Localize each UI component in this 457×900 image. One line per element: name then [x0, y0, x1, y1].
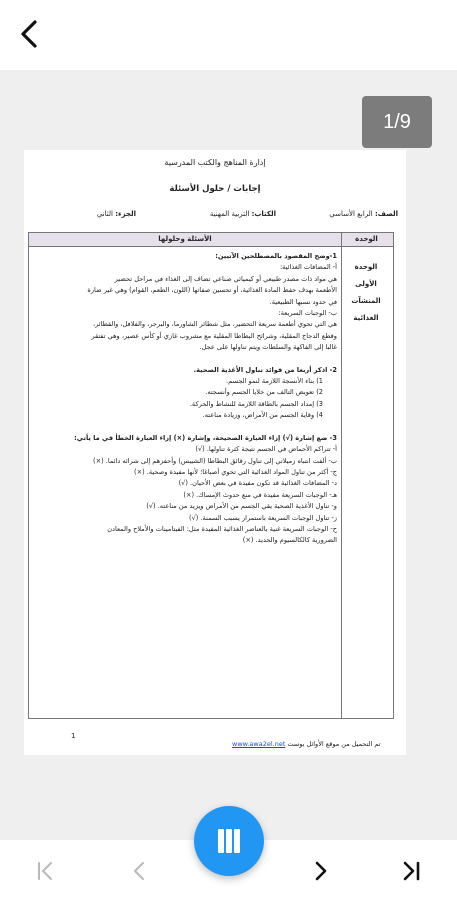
- meta-book: [210, 210, 276, 218]
- document-page: [24, 150, 406, 755]
- top-bar: [0, 0, 457, 70]
- qa-column-header: الأسئلة وحلولها: [158, 235, 212, 243]
- line-gap: [33, 422, 337, 433]
- meta-book-value: التربية المهنية: [209, 210, 250, 218]
- answer-line: د- المضافات الغذائية قد تكون مفيدة في بعض الأحيان. (√): [178, 479, 337, 488]
- answer-line: ج- أكثر من تناول المواد الغذائية التي تحوي أصباغا؛ لأنها مفيدة وصحية. (×): [134, 467, 337, 476]
- answer-line: 1) بناء الأنسجة اللازمة لنمو الجسم.: [226, 377, 323, 386]
- unit-column-header: الوحدة: [355, 235, 378, 243]
- answer-line: ب- الوجبات السريعة:: [278, 309, 337, 318]
- previous-page-button[interactable]: [124, 856, 154, 886]
- document-authority: إدارة المناهج والكتب المدرسية: [164, 158, 266, 167]
- page-number: 1: [71, 732, 76, 740]
- answer-line: الضرورية كالكالسيوم والحديد. (×): [242, 536, 337, 545]
- book-view-fab[interactable]: [194, 806, 264, 876]
- answer-line: أ- المضافات الغذائية:: [279, 263, 337, 272]
- answer-line: ب- ألفت انتباه زميلاتي إلى تناول رقائق البطاطا (الشيبس) وأحفزهم إلى شرائه دائما. (×): [93, 456, 337, 465]
- answer-line: هي مواد ذات مصدر طبيعي أو كيميائي صناعي تضاف إلى الغذاء في مراحل تحضير: [114, 274, 337, 283]
- chevron-left-icon: [124, 856, 154, 886]
- line-gap: [33, 354, 337, 365]
- next-page-button[interactable]: [306, 856, 336, 886]
- first-page-icon: [30, 856, 60, 886]
- footer-link[interactable]: www.awa2el.net: [232, 740, 286, 748]
- meta-grade-value: الرابع الأساسي: [329, 210, 373, 218]
- footer-note: [232, 740, 381, 748]
- answer-line: ح- الوجبات السريعة غنية بالعناصر الغذائية المفيدة مثل: الفيتامينات والأملاح والمعادن: [107, 524, 337, 533]
- answer-line: 2) تعويض التالف من خلايا الجسم وأنسجته.: [205, 388, 323, 397]
- page-indicator-badge: 1/9: [362, 96, 432, 148]
- unit-name: الوحدة الأولى المنشآت الغذائية: [351, 263, 381, 322]
- answer-line: هـ- الوجبات السريعة مفيدة في منع حدوث الإمساك. (×): [183, 490, 337, 499]
- footer-prefix: تم التحميل من موقع الأوائل بوست: [287, 740, 381, 748]
- chevron-right-icon: [306, 856, 336, 886]
- column-divider: [341, 233, 342, 718]
- answer-line: أ- تتراكم الأحماض في الجسم نتيجة كثرة تناولها. (√): [195, 445, 337, 454]
- meta-book-label: الكتاب:: [251, 210, 276, 218]
- answer-line: 4) وقاية الجسم من الأمراض، وزيادة مناعته.: [202, 411, 323, 420]
- answer-line: الأطعمة بهدف حفظ المادة الغذائية، أو تحسين صفاتها (اللون، الطعم، القوام) وهي غير ضارة: [87, 286, 337, 295]
- meta-grade-label: الصف:: [374, 210, 398, 218]
- question-line: 3- ضع إشارة (√) إزاء العبارة الصحيحة، وإشارة (×) إزاء العبارة الخطأ في ما يأتي:: [74, 433, 337, 442]
- first-page-button[interactable]: [30, 856, 60, 886]
- back-button[interactable]: [14, 16, 46, 52]
- question-line: 2- اذكر أربعا من فوائد تناول الأغذية الصحية.: [193, 365, 337, 374]
- meta-part-value: الثاني: [96, 210, 113, 218]
- table-header: [29, 233, 393, 247]
- answer-line: 3) إمداد الجسم بالطاقة اللازمة للنشاط والحركة.: [189, 399, 323, 408]
- answer-line: غالبا إلى الفاكهة والسلطات ويتم تناولها على عجل.: [199, 343, 337, 352]
- answer-line: هي التي تحوي أطعمة سريعة التحضير، مثل شطائر الشاورما، والبرجر، والفلافل، والفطائر،: [92, 320, 337, 329]
- answer-line: ز- تناول الوجبات السريعة باستمرار يسبب السمنة. (√): [189, 513, 337, 522]
- qa-content: [33, 251, 337, 547]
- qa-table: [28, 232, 394, 719]
- document-title: إجابات / حلول الأسئلة: [169, 184, 261, 194]
- last-page-button[interactable]: [396, 856, 426, 886]
- meta-part: [97, 210, 136, 218]
- book-icon: [194, 806, 264, 876]
- meta-part-label: الجزء:: [115, 210, 136, 218]
- answer-line: وقطع الدجاج المقلية، وشرائح البطاطا المقلية مع مشروب غازي أو كأس عصير، وهي تفتقر: [91, 331, 337, 340]
- last-page-icon: [396, 856, 426, 886]
- question-line: 1-وضح المقصود بالمصطلحين الآتيين:: [215, 252, 337, 260]
- answer-line: في حدود نسبها الطبيعية.: [269, 297, 337, 306]
- chevron-left-icon: [14, 16, 46, 52]
- answer-line: و- تناول الأغذية الصحية يقي الجسم من الأمراض ويزيد من مناعته. (√): [146, 502, 337, 511]
- meta-grade: [329, 210, 398, 218]
